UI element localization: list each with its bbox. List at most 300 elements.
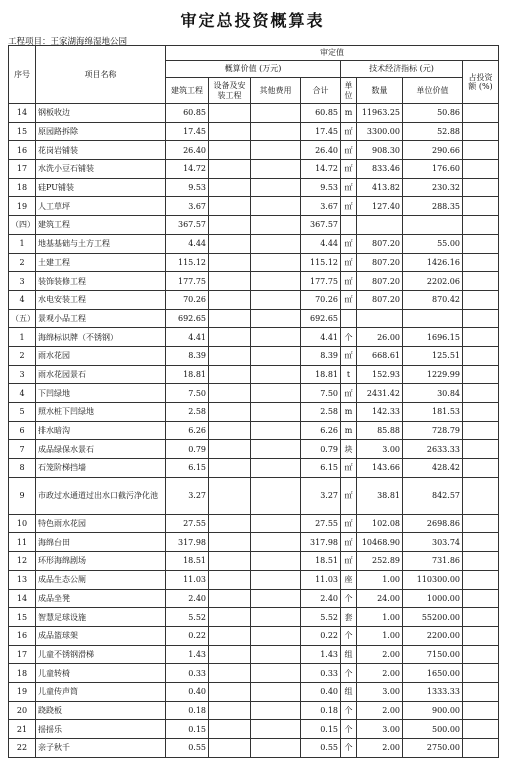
header-qty: 数量 <box>357 78 403 104</box>
seq-cell: 14 <box>9 104 36 123</box>
equipment-cell <box>209 384 251 403</box>
name-cell: 海绵台田 <box>36 533 166 552</box>
name-cell: 儿童转椅 <box>36 664 166 683</box>
equipment-cell <box>209 440 251 459</box>
equipment-cell <box>209 104 251 123</box>
share-cell <box>463 552 499 571</box>
total-cell: 1.43 <box>301 645 341 664</box>
table-row <box>9 682 499 701</box>
seq-cell: 5 <box>9 403 36 422</box>
other-cell <box>251 365 301 384</box>
seq-cell: 6 <box>9 421 36 440</box>
unit-cell: ㎡ <box>341 290 357 309</box>
building-cell: 4.44 <box>166 234 209 253</box>
seq-cell: （四） <box>9 216 36 235</box>
table-row <box>9 403 499 422</box>
seq-cell: 17 <box>9 645 36 664</box>
other-cell <box>251 645 301 664</box>
share-cell <box>463 104 499 123</box>
qty-cell: 1.00 <box>357 608 403 627</box>
unit-cell: 个 <box>341 720 357 739</box>
equipment-cell <box>209 272 251 291</box>
unit-cell: ㎡ <box>341 234 357 253</box>
qty-cell: 3.00 <box>357 682 403 701</box>
name-cell: 成品生态公厕 <box>36 570 166 589</box>
unit-value-cell: 181.53 <box>403 403 463 422</box>
other-cell <box>251 403 301 422</box>
unit-value-cell: 110300.00 <box>403 570 463 589</box>
qty-cell: 127.40 <box>357 197 403 216</box>
equipment-cell <box>209 459 251 478</box>
unit-cell: ㎡ <box>341 160 357 179</box>
building-cell: 60.85 <box>166 104 209 123</box>
total-cell: 4.44 <box>301 234 341 253</box>
unit-cell: 个 <box>341 328 357 347</box>
unit-value-cell: 842.57 <box>403 477 463 514</box>
building-cell: 0.15 <box>166 720 209 739</box>
equipment-cell <box>209 720 251 739</box>
unit-value-cell: 428.42 <box>403 459 463 478</box>
table-row <box>9 645 499 664</box>
unit-value-cell: 7150.00 <box>403 645 463 664</box>
name-cell: 花岗岩铺装 <box>36 141 166 160</box>
seq-cell: 17 <box>9 160 36 179</box>
unit-value-cell: 55.00 <box>403 234 463 253</box>
total-cell: 70.26 <box>301 290 341 309</box>
table-row <box>9 552 499 571</box>
name-cell: 成品坐凳 <box>36 589 166 608</box>
total-cell: 0.15 <box>301 720 341 739</box>
qty-cell: 102.08 <box>357 514 403 533</box>
unit-value-cell: 1650.00 <box>403 664 463 683</box>
qty-cell: 807.20 <box>357 253 403 272</box>
table-row <box>9 104 499 123</box>
total-cell: 0.18 <box>301 701 341 720</box>
total-cell: 4.41 <box>301 328 341 347</box>
name-cell: 儿童传声筒 <box>36 682 166 701</box>
header-share: 占投资额 (%) <box>463 61 499 104</box>
header-seq: 序号 <box>9 46 36 104</box>
building-cell: 3.27 <box>166 477 209 514</box>
building-cell: 3.67 <box>166 197 209 216</box>
qty-cell: 807.20 <box>357 234 403 253</box>
seq-cell: 15 <box>9 122 36 141</box>
qty-cell: 142.33 <box>357 403 403 422</box>
share-cell <box>463 141 499 160</box>
seq-cell: 16 <box>9 626 36 645</box>
equipment-cell <box>209 309 251 328</box>
qty-cell: 3.00 <box>357 440 403 459</box>
equipment-cell <box>209 160 251 179</box>
share-cell <box>463 477 499 514</box>
table-row <box>9 328 499 347</box>
building-cell: 0.18 <box>166 701 209 720</box>
equipment-cell <box>209 122 251 141</box>
name-cell: 跷跷板 <box>36 701 166 720</box>
total-cell: 14.72 <box>301 160 341 179</box>
table-row <box>9 197 499 216</box>
header-building: 建筑工程 <box>166 78 209 104</box>
table-row <box>9 421 499 440</box>
other-cell <box>251 309 301 328</box>
other-cell <box>251 253 301 272</box>
building-cell: 317.98 <box>166 533 209 552</box>
table-row <box>9 701 499 720</box>
other-cell <box>251 197 301 216</box>
total-cell: 60.85 <box>301 104 341 123</box>
total-cell: 11.03 <box>301 570 341 589</box>
qty-cell: 1.00 <box>357 626 403 645</box>
unit-cell: 个 <box>341 701 357 720</box>
building-cell: 2.58 <box>166 403 209 422</box>
other-cell <box>251 514 301 533</box>
total-cell: 0.55 <box>301 739 341 758</box>
unit-cell: 组 <box>341 682 357 701</box>
other-cell <box>251 533 301 552</box>
table-row <box>9 384 499 403</box>
header-other: 其他费用 <box>251 78 301 104</box>
table-row <box>9 440 499 459</box>
unit-value-cell: 2200.00 <box>403 626 463 645</box>
table-row <box>9 720 499 739</box>
seq-cell: 20 <box>9 701 36 720</box>
total-cell: 5.52 <box>301 608 341 627</box>
qty-cell: 38.81 <box>357 477 403 514</box>
equipment-cell <box>209 477 251 514</box>
table-row <box>9 122 499 141</box>
qty-cell: 807.20 <box>357 272 403 291</box>
seq-cell: 1 <box>9 328 36 347</box>
seq-cell: 22 <box>9 739 36 758</box>
name-cell: 特色雨水花园 <box>36 514 166 533</box>
seq-cell: 10 <box>9 514 36 533</box>
investment-table <box>8 45 499 758</box>
name-cell: 水洗小豆石铺装 <box>36 160 166 179</box>
equipment-cell <box>209 682 251 701</box>
total-cell: 0.79 <box>301 440 341 459</box>
name-cell: 水电安装工程 <box>36 290 166 309</box>
building-cell: 367.57 <box>166 216 209 235</box>
seq-cell: 19 <box>9 682 36 701</box>
share-cell <box>463 403 499 422</box>
unit-cell: ㎡ <box>341 122 357 141</box>
project-label: 工程项目：王家湖海绵湿地公园 <box>8 37 128 47</box>
equipment-cell <box>209 664 251 683</box>
share-cell <box>463 720 499 739</box>
qty-cell: 2.00 <box>357 645 403 664</box>
share-cell <box>463 197 499 216</box>
share-cell <box>463 309 499 328</box>
table-row <box>9 533 499 552</box>
equipment-cell <box>209 365 251 384</box>
building-cell: 5.52 <box>166 608 209 627</box>
other-cell <box>251 459 301 478</box>
other-cell <box>251 720 301 739</box>
share-cell <box>463 384 499 403</box>
total-cell: 27.55 <box>301 514 341 533</box>
unit-value-cell: 728.79 <box>403 421 463 440</box>
building-cell: 0.40 <box>166 682 209 701</box>
unit-value-cell: 870.42 <box>403 290 463 309</box>
unit-value-cell: 1333.33 <box>403 682 463 701</box>
table-row <box>9 309 499 328</box>
qty-cell: 11963.25 <box>357 104 403 123</box>
name-cell: 环形海绵剧场 <box>36 552 166 571</box>
qty-cell: 85.88 <box>357 421 403 440</box>
building-cell: 7.50 <box>166 384 209 403</box>
unit-cell: ㎡ <box>341 477 357 514</box>
other-cell <box>251 234 301 253</box>
header-tech: 技术经济指标 (元) <box>341 61 463 78</box>
total-cell: 8.39 <box>301 346 341 365</box>
other-cell <box>251 346 301 365</box>
unit-value-cell: 1229.99 <box>403 365 463 384</box>
unit-cell: ㎡ <box>341 459 357 478</box>
building-cell: 177.75 <box>166 272 209 291</box>
share-cell <box>463 421 499 440</box>
table-row <box>9 589 499 608</box>
seq-cell: 12 <box>9 552 36 571</box>
other-cell <box>251 272 301 291</box>
building-cell: 4.41 <box>166 328 209 347</box>
name-cell: 土建工程 <box>36 253 166 272</box>
seq-cell: 11 <box>9 533 36 552</box>
share-cell <box>463 645 499 664</box>
unit-cell: ㎡ <box>341 514 357 533</box>
other-cell <box>251 141 301 160</box>
unit-value-cell: 125.51 <box>403 346 463 365</box>
other-cell <box>251 160 301 179</box>
unit-cell: ㎡ <box>341 384 357 403</box>
total-cell: 177.75 <box>301 272 341 291</box>
total-cell: 18.51 <box>301 552 341 571</box>
other-cell <box>251 104 301 123</box>
header-estimate: 概算价值 (万元) <box>166 61 341 78</box>
name-cell: 成品篮球架 <box>36 626 166 645</box>
table-row <box>9 739 499 758</box>
other-cell <box>251 664 301 683</box>
qty-cell: 668.61 <box>357 346 403 365</box>
table-row <box>9 216 499 235</box>
name-cell: 原园路拆除 <box>36 122 166 141</box>
unit-value-cell: 1000.00 <box>403 589 463 608</box>
unit-cell: 组 <box>341 645 357 664</box>
equipment-cell <box>209 141 251 160</box>
name-cell: 儿童不锈钢滑梯 <box>36 645 166 664</box>
qty-cell: 908.30 <box>357 141 403 160</box>
seq-cell: 18 <box>9 178 36 197</box>
equipment-cell <box>209 570 251 589</box>
equipment-cell <box>209 216 251 235</box>
other-cell <box>251 552 301 571</box>
qty-cell: 2431.42 <box>357 384 403 403</box>
unit-cell: ㎡ <box>341 272 357 291</box>
equipment-cell <box>209 739 251 758</box>
unit-cell: 套 <box>341 608 357 627</box>
qty-cell: 152.93 <box>357 365 403 384</box>
name-cell: 海绵标识牌（不锈钢） <box>36 328 166 347</box>
unit-value-cell: 2202.06 <box>403 272 463 291</box>
building-cell: 17.45 <box>166 122 209 141</box>
qty-cell: 3.00 <box>357 720 403 739</box>
equipment-cell <box>209 178 251 197</box>
share-cell <box>463 216 499 235</box>
unit-value-cell <box>403 216 463 235</box>
share-cell <box>463 160 499 179</box>
equipment-cell <box>209 608 251 627</box>
name-cell: 智慧足球设施 <box>36 608 166 627</box>
other-cell <box>251 739 301 758</box>
equipment-cell <box>209 701 251 720</box>
seq-cell: 8 <box>9 459 36 478</box>
other-cell <box>251 384 301 403</box>
share-cell <box>463 608 499 627</box>
building-cell: 18.81 <box>166 365 209 384</box>
share-cell <box>463 682 499 701</box>
table-row <box>9 626 499 645</box>
seq-cell: 2 <box>9 346 36 365</box>
equipment-cell <box>209 552 251 571</box>
share-cell <box>463 122 499 141</box>
qty-cell: 10468.90 <box>357 533 403 552</box>
table-row <box>9 141 499 160</box>
header-unit: 单位 <box>341 78 357 104</box>
unit-cell: 座 <box>341 570 357 589</box>
name-cell: 石笼阶梯挡墙 <box>36 459 166 478</box>
share-cell <box>463 440 499 459</box>
name-cell: 下凹绿地 <box>36 384 166 403</box>
building-cell: 0.79 <box>166 440 209 459</box>
share-cell <box>463 570 499 589</box>
total-cell: 692.65 <box>301 309 341 328</box>
table-row <box>9 664 499 683</box>
name-cell: 成品绿保水景石 <box>36 440 166 459</box>
unit-cell: 个 <box>341 626 357 645</box>
qty-cell: 3300.00 <box>357 122 403 141</box>
unit-value-cell: 500.00 <box>403 720 463 739</box>
share-cell <box>463 346 499 365</box>
building-cell: 14.72 <box>166 160 209 179</box>
building-cell: 26.40 <box>166 141 209 160</box>
qty-cell: 1.00 <box>357 570 403 589</box>
share-cell <box>463 178 499 197</box>
name-cell: 建筑工程 <box>36 216 166 235</box>
total-cell: 115.12 <box>301 253 341 272</box>
table-row <box>9 365 499 384</box>
total-cell: 6.15 <box>301 459 341 478</box>
equipment-cell <box>209 290 251 309</box>
total-cell: 0.22 <box>301 626 341 645</box>
seq-cell: 3 <box>9 365 36 384</box>
share-cell <box>463 626 499 645</box>
equipment-cell <box>209 589 251 608</box>
name-cell: 排水暗沟 <box>36 421 166 440</box>
table-row <box>9 290 499 309</box>
building-cell: 27.55 <box>166 514 209 533</box>
other-cell <box>251 589 301 608</box>
total-cell: 26.40 <box>301 141 341 160</box>
other-cell <box>251 440 301 459</box>
other-cell <box>251 122 301 141</box>
unit-cell <box>341 216 357 235</box>
name-cell: 硅PU铺装 <box>36 178 166 197</box>
unit-cell: ㎡ <box>341 552 357 571</box>
building-cell: 9.53 <box>166 178 209 197</box>
table-row <box>9 253 499 272</box>
total-cell: 2.58 <box>301 403 341 422</box>
unit-cell: ㎡ <box>341 178 357 197</box>
table-row <box>9 272 499 291</box>
qty-cell: 2.00 <box>357 739 403 758</box>
building-cell: 6.15 <box>166 459 209 478</box>
qty-cell: 2.00 <box>357 664 403 683</box>
share-cell <box>463 533 499 552</box>
share-cell <box>463 234 499 253</box>
equipment-cell <box>209 253 251 272</box>
unit-cell: m <box>341 421 357 440</box>
equipment-cell <box>209 403 251 422</box>
table-row <box>9 346 499 365</box>
unit-value-cell: 2750.00 <box>403 739 463 758</box>
unit-value-cell: 2633.33 <box>403 440 463 459</box>
unit-value-cell <box>403 309 463 328</box>
header-approved: 审定值 <box>166 46 499 61</box>
unit-value-cell: 52.88 <box>403 122 463 141</box>
building-cell: 18.51 <box>166 552 209 571</box>
other-cell <box>251 178 301 197</box>
unit-cell: ㎡ <box>341 197 357 216</box>
header-total: 合计 <box>301 78 341 104</box>
qty-cell: 143.66 <box>357 459 403 478</box>
total-cell: 3.27 <box>301 477 341 514</box>
seq-cell: 7 <box>9 440 36 459</box>
building-cell: 115.12 <box>166 253 209 272</box>
other-cell <box>251 216 301 235</box>
unit-value-cell: 50.86 <box>403 104 463 123</box>
unit-value-cell: 731.86 <box>403 552 463 571</box>
other-cell <box>251 626 301 645</box>
total-cell: 6.26 <box>301 421 341 440</box>
total-cell: 367.57 <box>301 216 341 235</box>
seq-cell: 15 <box>9 608 36 627</box>
equipment-cell <box>209 346 251 365</box>
unit-value-cell: 900.00 <box>403 701 463 720</box>
document-title: 审定总投资概算表 <box>180 11 325 30</box>
building-cell: 0.33 <box>166 664 209 683</box>
total-cell: 17.45 <box>301 122 341 141</box>
header-equipment: 设备及安装工程 <box>209 78 251 104</box>
unit-cell: ㎡ <box>341 141 357 160</box>
unit-value-cell: 2698.86 <box>403 514 463 533</box>
total-cell: 317.98 <box>301 533 341 552</box>
share-cell <box>463 272 499 291</box>
building-cell: 6.26 <box>166 421 209 440</box>
table-row <box>9 178 499 197</box>
unit-cell: 块 <box>341 440 357 459</box>
seq-cell: 21 <box>9 720 36 739</box>
other-cell <box>251 608 301 627</box>
header-unit-value: 单位价值 <box>403 78 463 104</box>
name-cell: 雨水花园 <box>36 346 166 365</box>
total-cell: 0.40 <box>301 682 341 701</box>
header-name: 项目名称 <box>36 46 166 104</box>
other-cell <box>251 477 301 514</box>
unit-value-cell: 1696.15 <box>403 328 463 347</box>
seq-cell: 19 <box>9 197 36 216</box>
other-cell <box>251 570 301 589</box>
table-row <box>9 477 499 514</box>
qty-cell <box>357 309 403 328</box>
